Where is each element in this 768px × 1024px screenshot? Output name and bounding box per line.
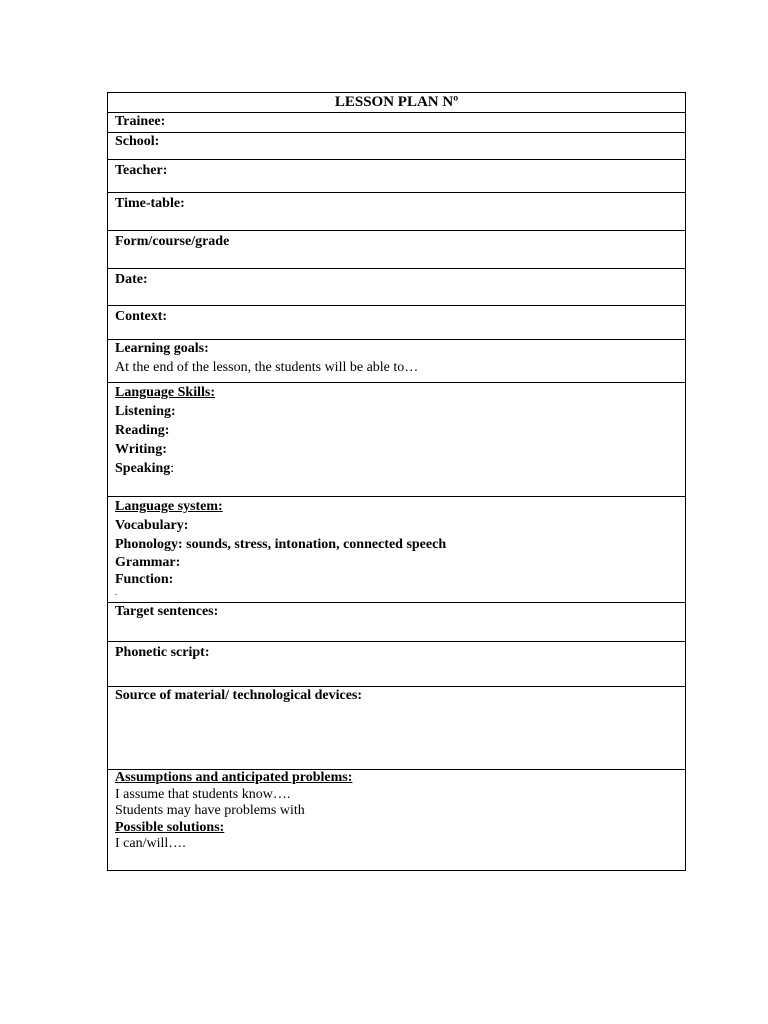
learning-goals-label: Learning goals: [115, 341, 209, 356]
assumptions-line-2: Students may have problems with [115, 803, 305, 818]
trailing-dot: . [115, 587, 118, 597]
form-course-grade-field[interactable]: Form/course/grade [108, 230, 685, 268]
timetable-field[interactable]: Time-table: [108, 192, 685, 230]
reading-label: Reading: [115, 423, 170, 438]
source-material-field[interactable]: Source of material/ technological devices: [108, 686, 685, 769]
speaking-label: Speaking [115, 461, 171, 476]
assumptions-line-1: I assume that students know…. [115, 786, 291, 802]
speaking-line [115, 459, 678, 478]
language-skills-heading: Language Skills: [115, 385, 215, 400]
language-skills-section[interactable] [108, 382, 685, 496]
assumptions-heading: Assumptions and anticipated problems: [115, 770, 353, 785]
grammar-label: Grammar: [115, 555, 181, 570]
phonetic-script-field[interactable]: Phonetic script: [108, 641, 685, 686]
listening-label: Listening: [115, 404, 176, 419]
writing-label: Writing: [115, 442, 167, 457]
target-sentences-field[interactable]: Target sentences: [108, 602, 685, 641]
assumptions-section[interactable] [108, 769, 685, 870]
trainee-field[interactable]: Trainee: [108, 112, 685, 132]
date-field[interactable]: Date: [108, 268, 685, 305]
learning-goals-text: At the end of the lesson, the students will be able to… [115, 360, 419, 375]
learning-goals-section[interactable] [108, 339, 685, 382]
context-field[interactable]: Context: [108, 305, 685, 339]
language-system-heading: Language system: [115, 499, 223, 514]
possible-solutions-heading: Possible solutions: [115, 819, 225, 835]
teacher-field[interactable]: Teacher: [108, 159, 685, 192]
solutions-line: I can/will…. [115, 836, 186, 851]
lesson-plan-form [107, 92, 686, 871]
phonology-label: Phonology: sounds, stress, intonation, connected speech [115, 537, 447, 552]
language-system-section[interactable] [108, 496, 685, 602]
form-title: LESSON PLAN Nº [334, 94, 459, 110]
vocabulary-label: Vocabulary: [115, 518, 189, 533]
school-field[interactable]: School: [108, 132, 685, 159]
speaking-colon: : [170, 461, 175, 476]
function-label: Function: [115, 572, 174, 587]
